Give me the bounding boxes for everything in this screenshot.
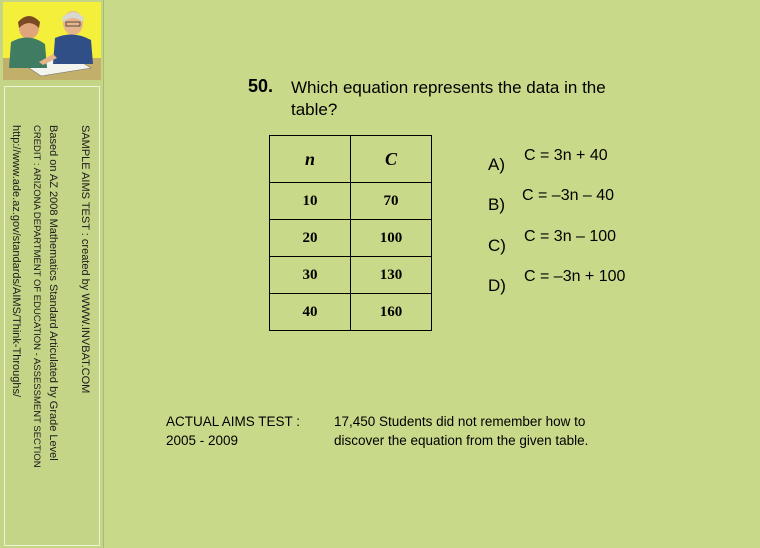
footer-label-line1: ACTUAL AIMS TEST : — [166, 414, 301, 429]
footer-message-line1: 17,450 Students did not remember how to — [334, 414, 586, 429]
table-row — [270, 257, 432, 294]
table-cell: 100 — [351, 220, 432, 257]
choice-c-letter: C) — [488, 236, 506, 255]
table-cell: 70 — [351, 183, 432, 220]
credit-line-created-by: SAMPLE AIMS TEST : created by WWW.INVBAT.COM — [79, 125, 91, 394]
table-header-n: n — [270, 136, 351, 183]
table-row — [270, 220, 432, 257]
credit-line-standard: Based on AZ 2008 Mathematics Standard Articulated by Grade Level — [47, 125, 59, 461]
footer-message — [334, 412, 588, 450]
table-cell: 10 — [270, 183, 351, 220]
table-row — [270, 294, 432, 331]
choice-d-letter: D) — [488, 276, 506, 295]
table-cell: 40 — [270, 294, 351, 331]
question-text: Which equation represents the data in the table? — [291, 78, 606, 119]
credits-panel — [4, 86, 100, 546]
footer-label-line2: 2005 - 2009 — [166, 433, 239, 448]
choice-a-letter: A) — [488, 155, 505, 174]
choice-b-equation: C = –3n – 40 — [522, 187, 615, 204]
credit-line-url: http://www.ade.az.gov/standards/AIMS/Think-Throughs/ — [10, 125, 22, 398]
table-header-row — [270, 136, 432, 183]
choice-b-letter: B) — [488, 195, 505, 214]
teacher-student-clipart — [3, 2, 101, 80]
table-header-c: C — [351, 136, 432, 183]
table-cell: 130 — [351, 257, 432, 294]
table-cell: 160 — [351, 294, 432, 331]
choice-c-equation: C = 3n – 100 — [524, 228, 617, 245]
table-cell: 30 — [270, 257, 351, 294]
table-cell: 20 — [270, 220, 351, 257]
question-number: 50. — [248, 76, 274, 96]
table-row — [270, 183, 432, 220]
data-table — [269, 135, 432, 331]
credits-sidebar — [0, 0, 104, 548]
choice-a-equation: C = 3n + 40 — [524, 147, 608, 164]
footer-label — [166, 412, 336, 450]
credit-line-department: CREDIT : ARIZONA DEPARTMENT OF EDUCATION - ASSESSMENT SECTION — [31, 125, 42, 468]
footer-message-line2: discover the equation from the given table. — [334, 433, 589, 448]
choice-d-equation: C = –3n + 100 — [524, 268, 626, 285]
